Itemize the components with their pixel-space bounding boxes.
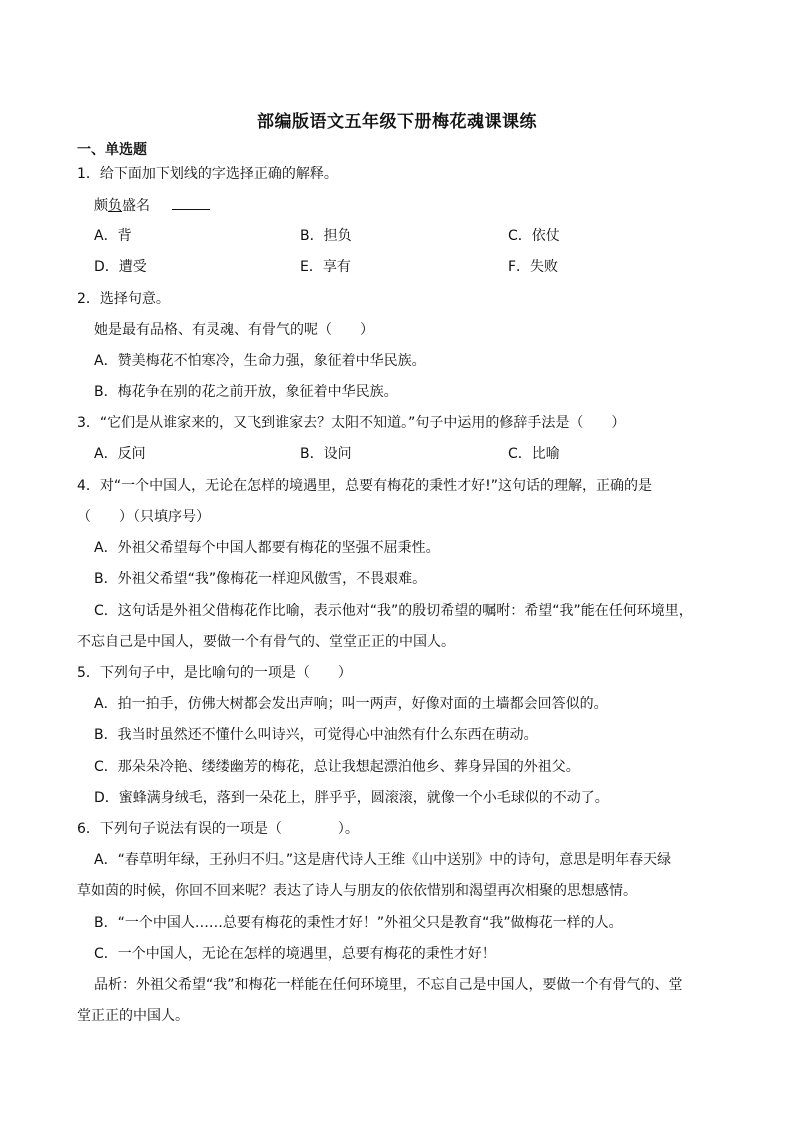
question-4-option-c-line1[interactable]: C．这句话是外祖父借梅花作比喻，表示他对“我”的殷切希望的嘱咐：希望“我”能在任何环境里，	[94, 603, 693, 619]
question-2-stem: 2．选择句意。	[77, 291, 170, 307]
question-4-option-b[interactable]: B．外祖父希望“我”像梅花一样迎风傲雪，不畏艰难。	[94, 571, 427, 587]
question-6-stem: 6．下列句子说法有误的一项是（ ）。	[77, 821, 359, 837]
question-2-option-b[interactable]: B．梅花争在别的花之前开放，象征着中华民族。	[94, 384, 398, 400]
question-1-option-a[interactable]: A．背	[94, 228, 132, 244]
question-1-option-d[interactable]: D．遭受	[94, 259, 147, 275]
question-5-option-d[interactable]: D．蜜蜂满身绒毛，落到一朵花上，胖乎乎，圆滚滚，就像一个小毛球似的不动了。	[94, 790, 609, 806]
question-6-option-c[interactable]: C．一个中国人，无论在怎样的境遇里，总要有梅花的秉性才好！	[94, 946, 496, 962]
answer-blank[interactable]	[172, 195, 210, 210]
question-1-word-prefix: 颇	[94, 198, 108, 214]
question-5-option-a[interactable]: A．拍一拍手，仿佛大树都会发出声响；叫一两声，好像对面的土墙都会回答似的。	[94, 696, 608, 712]
question-1-word-suffix: 盛名	[122, 198, 150, 214]
question-3-stem: 3．“它们是从谁家来的，又飞到谁家去？太阳不知道。”句子中运用的修辞手法是（ ）	[77, 415, 626, 431]
question-5-stem: 5．下列句子中，是比喻句的一项是（ ）	[77, 665, 352, 681]
question-5-option-b[interactable]: B．我当时虽然还不懂什么叫诗兴，可觉得心中油然有什么东西在萌动。	[94, 727, 538, 743]
question-3-option-b[interactable]: B．设问	[300, 446, 352, 462]
question-1-option-c[interactable]: C．依仗	[508, 228, 560, 244]
question-5-option-c[interactable]: C．那朵朵冷艳、缕缕幽芳的梅花，总让我想起漂泊他乡、葬身异国的外祖父。	[94, 759, 580, 775]
question-1-option-e[interactable]: E．享有	[300, 259, 351, 275]
question-1-underlined-char: 负	[108, 198, 122, 214]
question-2-option-a[interactable]: A．赞美梅花不怕寒冷，生命力强，象征着中华民族。	[94, 353, 426, 369]
question-6-note-line1: 品析：外祖父希望“我”和梅花一样能在任何环境里，不忘自己是中国人，要做一个有骨气的、堂	[94, 977, 683, 993]
question-4-stem-line1: 4．对“一个中国人，无论在怎样的境遇里，总要有梅花的秉性才好!”这句话的理解，正确的是	[77, 478, 653, 494]
question-1-option-f[interactable]: F．失败	[508, 259, 559, 275]
question-6-option-b[interactable]: B．“一个中国人……总要有梅花的秉性才好！”外祖父只是教育“我”做梅花一样的人。	[94, 915, 623, 931]
question-4-stem-line2: （ ）（只填序号）	[77, 509, 210, 525]
question-6-note-line2: 堂正正的中国人。	[77, 1008, 189, 1024]
question-4-option-a[interactable]: A．外祖父希望每个中国人都要有梅花的坚强不屈秉性。	[94, 540, 440, 556]
question-1-option-b[interactable]: B．担负	[300, 228, 352, 244]
question-4-option-c-line2[interactable]: 不忘自己是中国人，要做一个有骨气的、堂堂正正的中国人。	[77, 634, 455, 650]
question-3-option-c[interactable]: C．比喻	[508, 446, 560, 462]
question-6-option-a-line2[interactable]: 草如茵的时候，你回不回来呢？表达了诗人与朋友的依依惜别和渴望再次相聚的思想感情。	[77, 883, 637, 899]
section-heading: 一、单选题	[77, 142, 147, 158]
document-title: 部编版语文五年级下册梅花魂课课练	[257, 112, 537, 132]
question-1-stem: 1．给下面加下划线的字选择正确的解释。	[77, 166, 338, 182]
question-2-sentence: 她是最有品格、有灵魂、有骨气的呢（ ）	[94, 322, 374, 338]
question-6-option-a-line1[interactable]: A．“春草明年绿，王孙归不归。”这是唐代诗人王维《山中送别》中的诗句，意思是明年春天绿	[94, 852, 672, 868]
question-1-word	[94, 195, 210, 216]
question-3-option-a[interactable]: A．反问	[94, 446, 146, 462]
